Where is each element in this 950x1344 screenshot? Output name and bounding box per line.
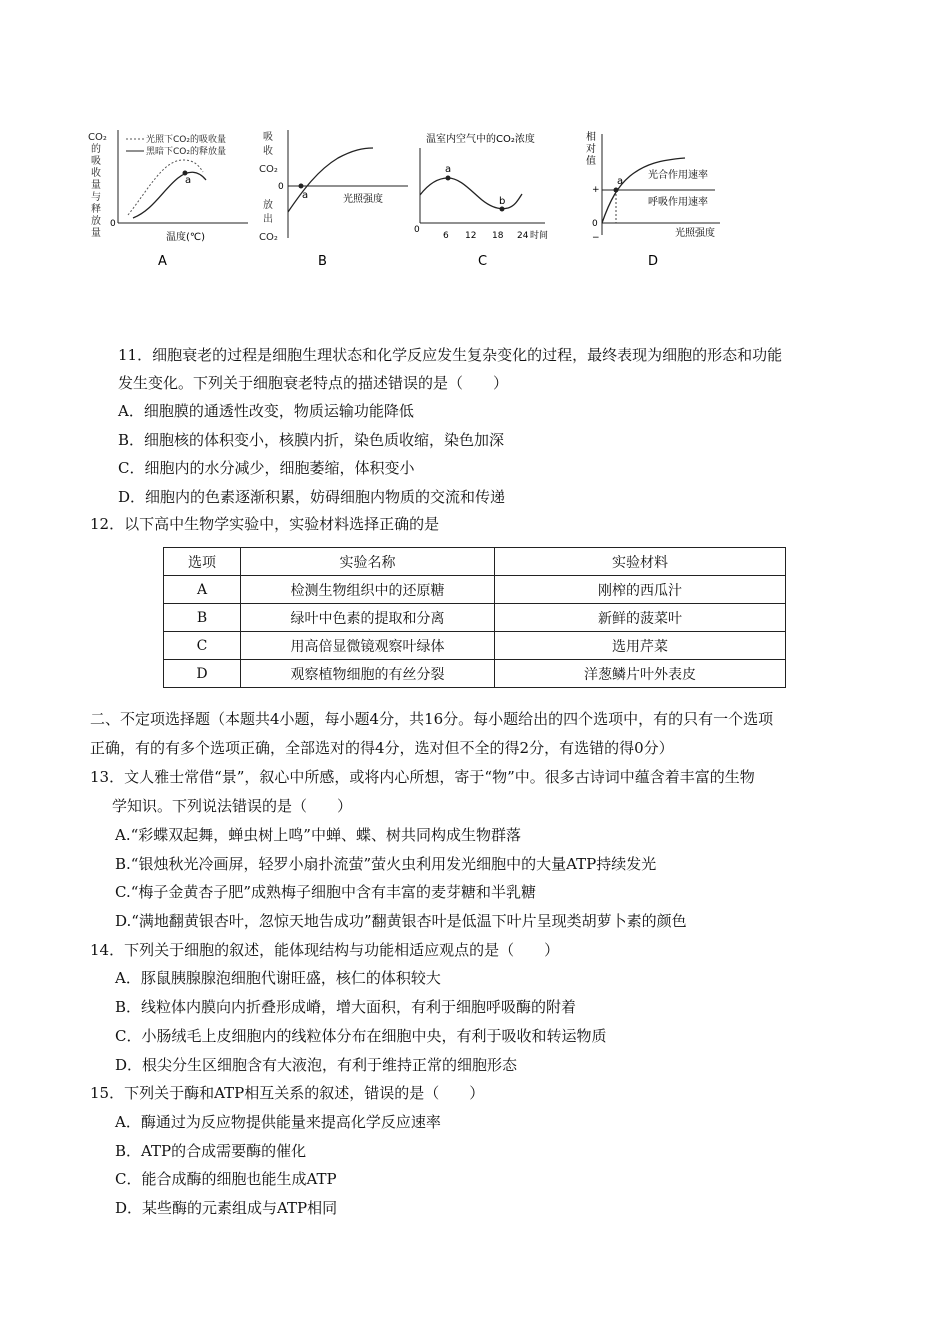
table-cell: 用高倍显微镜观察叶绿体 — [241, 632, 495, 660]
q15-option-b: B．ATP的合成需要酶的催化 — [115, 1142, 307, 1160]
fig-d-plus: + — [592, 185, 600, 195]
table-cell: 观察植物细胞的有丝分裂 — [241, 660, 495, 688]
q14-option-b: B．线粒体内膜向内折叠形成嵴，增大面积，有利于细胞呼吸酶的附着 — [115, 998, 577, 1016]
table-header-row — [164, 548, 786, 576]
fig-d-ylabel-2: 值 — [586, 156, 596, 167]
figure-d — [580, 120, 760, 270]
q13-stem-2: 学知识。下列说法错误的是（ ） — [112, 797, 353, 815]
fig-d-ylabel-0: 相 — [586, 132, 596, 143]
table-row — [164, 576, 786, 604]
q14-option-a: A．豚鼠胰腺腺泡细胞代谢旺盛，核仁的体积较大 — [115, 969, 441, 987]
fig-c-point-a-label: a — [445, 164, 452, 175]
fig-a-ylabel-1: 的 — [91, 144, 101, 155]
fig-c-xlabel: 时间 — [530, 231, 549, 241]
fig-c-origin: 0 — [414, 225, 420, 235]
fig-d-origin: 0 — [592, 219, 598, 229]
fig-d-minus: − — [592, 233, 600, 243]
figure-b — [258, 120, 418, 270]
table-header-option: 选项 — [164, 548, 241, 576]
q14-option-d: D．根尖分生区细胞含有大液泡，有利于维持正常的细胞形态 — [115, 1056, 518, 1074]
table-cell: B — [164, 604, 241, 632]
fig-b-ybottom-2: CO₂ — [259, 232, 278, 243]
q11-option-b: B．细胞核的体积变小，核膜内折，染色质收缩，染色加深 — [118, 431, 505, 449]
table-header-material: 实验材料 — [495, 548, 786, 576]
q15-option-c: C．能合成酶的细胞也能生成ATP — [115, 1170, 337, 1188]
fig-b-origin: 0 — [278, 182, 284, 192]
fig-b-label: B — [318, 254, 327, 269]
table-cell: A — [164, 576, 241, 604]
fig-a-xlabel: 温度(℃) — [166, 232, 206, 243]
fig-d-ylabel-1: 对 — [586, 144, 596, 155]
table-cell: 洋葱鳞片叶外表皮 — [495, 660, 786, 688]
fig-a-point-label: a — [185, 175, 192, 186]
fig-c-title: 温室内空气中的CO₂浓度 — [426, 134, 535, 145]
fig-a-ylabel-6: 释 — [91, 204, 101, 215]
fig-d-xlabel: 光照强度 — [675, 228, 715, 239]
q11-option-d: D．细胞内的色素逐渐积累，妨碍细胞内物质的交流和传递 — [118, 488, 506, 506]
q14-option-c: C．小肠绒毛上皮细胞内的线粒体分布在细胞中央，有利于吸收和转运物质 — [115, 1027, 607, 1045]
fig-c-point-b — [500, 207, 505, 212]
q11-stem-1: 11．细胞衰老的过程是细胞生理状态和化学反应发生复杂变化的过程，最终表现为细胞的形态和功能 — [118, 346, 783, 364]
fig-d-curve1: 光合作用速率 — [648, 170, 708, 181]
table-cell: 绿叶中色素的提取和分离 — [241, 604, 495, 632]
fig-a-label: A — [158, 254, 167, 269]
q12-stem: 12．以下高中生物学实验中，实验材料选择正确的是 — [90, 515, 440, 533]
fig-a-ylabel-0: CO₂ — [88, 132, 107, 143]
fig-a-ylabel-2: 吸 — [91, 156, 101, 167]
q13-option-c: C.“梅子金黄杏子肥”成熟梅子细胞中含有丰富的麦芽糖和半乳糖 — [115, 883, 537, 901]
table-cell: C — [164, 632, 241, 660]
fig-a-origin: 0 — [110, 219, 116, 229]
fig-c-tick-18: 18 — [492, 231, 504, 241]
fig-a-ylabel-3: 收 — [91, 168, 101, 179]
table-cell: D — [164, 660, 241, 688]
fig-a-legend1: 光照下CO₂的吸收量 — [146, 135, 226, 145]
q12-table — [163, 547, 786, 688]
fig-c-tick-6: 6 — [443, 231, 449, 241]
table-cell: 选用芹菜 — [495, 632, 786, 660]
fig-b-ytop-2: CO₂ — [259, 164, 278, 175]
fig-b-xlabel: 光照强度 — [343, 194, 383, 205]
fig-a-ylabel-8: 量 — [91, 228, 101, 239]
fig-a-ylabel-7: 放 — [91, 216, 101, 227]
figures-row — [80, 120, 840, 280]
figure-a — [88, 120, 258, 270]
fig-c-point-a — [446, 176, 451, 181]
fig-a-legend2: 黑暗下CO₂的释放量 — [146, 147, 226, 157]
section2-line-1: 二、不定项选择题（本题共4小题，每小题4分，共16分。每小题给出的四个选项中，有的只有一个选项 — [90, 710, 774, 728]
fig-d-label: D — [648, 254, 659, 269]
q15-option-d: D．某些酶的元素组成与ATP相同 — [115, 1199, 338, 1217]
table-cell: 检测生物组织中的还原糖 — [241, 576, 495, 604]
fig-b-point-a — [299, 184, 304, 189]
fig-b-point-label: a — [302, 190, 309, 201]
fig-c-point-b-label: b — [499, 196, 506, 207]
fig-b-ytop-0: 吸 — [263, 132, 273, 143]
table-row — [164, 604, 786, 632]
fig-c-tick-12: 12 — [465, 231, 477, 241]
fig-c-curve — [420, 178, 522, 209]
fig-a-ylabel-4: 量 — [91, 180, 101, 191]
q11-stem-2: 发生变化。下列关于细胞衰老特点的描述错误的是（ ） — [118, 374, 509, 392]
fig-b-ybottom-1: 出 — [263, 214, 273, 225]
q13-option-d: D.“满地翻黄银杏叶，忽惊天地告成功”翻黄银杏叶是低温下叶片呈现类胡萝卜素的颜色 — [115, 912, 687, 930]
fig-c-label: C — [478, 254, 488, 269]
figure-c — [410, 120, 570, 270]
table-cell: 刚榨的西瓜汁 — [495, 576, 786, 604]
fig-d-curve2: 呼吸作用速率 — [648, 197, 708, 208]
q13-stem-1: 13．文人雅士常借“景”，叙心中所感，或将内心所想，寄于“物”中。很多古诗词中蕴含着丰富的生物 — [90, 768, 755, 786]
q14-stem: 14．下列关于细胞的叙述，能体现结构与功能相适应观点的是（ ） — [90, 941, 560, 959]
fig-b-ytop-1: 收 — [263, 146, 273, 157]
table-row — [164, 632, 786, 660]
q13-option-a: A.“彩蝶双起舞，蝉虫树上鸣”中蝉、蝶、树共同构成生物群落 — [115, 826, 521, 844]
q11-option-a: A．细胞膜的通透性改变，物质运输功能降低 — [118, 402, 414, 420]
fig-b-ybottom-0: 放 — [263, 200, 273, 211]
table-header-name: 实验名称 — [241, 548, 495, 576]
section2-line-2: 正确，有的有多个选项正确，全部选对的得4分，选对但不全的得2分，有选错的得0分） — [90, 739, 674, 757]
q15-option-a: A．酶通过为反应物提供能量来提高化学反应速率 — [115, 1113, 441, 1131]
fig-d-point-a — [614, 188, 619, 193]
table-row — [164, 660, 786, 688]
table-cell: 新鲜的菠菜叶 — [495, 604, 786, 632]
fig-c-tick-24: 24 — [517, 231, 529, 241]
q11-option-c: C．细胞内的水分减少，细胞萎缩，体积变小 — [118, 459, 415, 477]
fig-d-point-label: a — [617, 176, 624, 187]
fig-a-ylabel-5: 与 — [91, 192, 101, 203]
q13-option-b: B.“银烛秋光冷画屏，轻罗小扇扑流萤”萤火虫利用发光细胞中的大量ATP持续发光 — [115, 855, 657, 873]
q15-stem: 15．下列关于酶和ATP相互关系的叙述，错误的是（ ） — [90, 1084, 485, 1102]
fig-a-dotted-curve — [128, 160, 203, 215]
fig-a-solid-curve — [133, 172, 206, 218]
